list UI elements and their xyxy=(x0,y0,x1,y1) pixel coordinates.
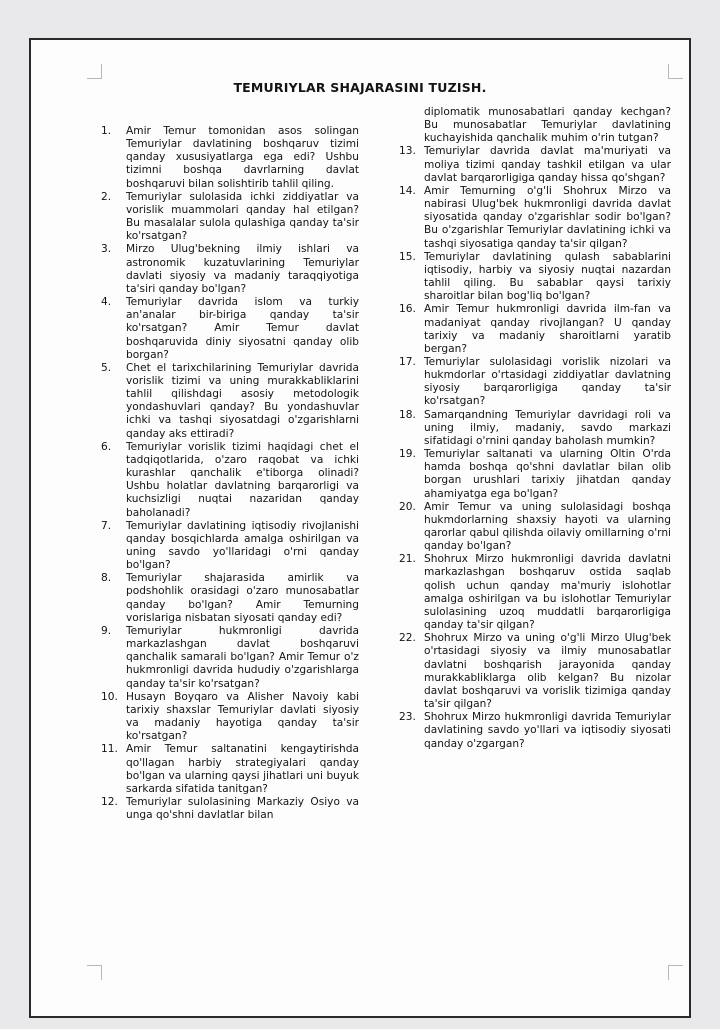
question-item xyxy=(101,520,359,573)
question-number: 20. xyxy=(399,500,416,513)
question-text: Shohrux Mirzo hukmronligi davrida davlatni markazlashgan boshqaruv ostida saqlab qolish uchun qanday ma'muriy islohotlar amalga oshirilgan va bu islohotlar Temuriylar sulolasining uzoq muddatli barqarorligiga qanday ta'sir qilgan? xyxy=(424,553,671,632)
question-number: 18. xyxy=(399,408,416,421)
question-text: Temuriylar hukmronligi davrida markazlashgan davlat boshqaruvi qanchalik samarali bo'lgan? Amir Temur o'z hukmronligi davrida hududiy o'zgarishlarga qanday ta'sir ko'rsatgan? xyxy=(126,624,359,690)
question-number: 11. xyxy=(101,743,118,756)
crop-mark-top-left xyxy=(87,64,102,79)
question-item xyxy=(101,441,359,520)
question-text: Amir Temur hukmronligi davrida ilm-fan va madaniyat qanday rivojlangan? U qanday tarixiy va madaniy sharoitlarni yaratib bergan? xyxy=(424,303,671,355)
question-text: Temuriylar sulolasida ichki ziddiyatlar va vorislik muammolari qanday hal etilgan? Bu masalalar sulola qulashiga qanday ta'sir ko'rsatgan? xyxy=(126,190,359,243)
question-number: 16. xyxy=(399,303,416,316)
question-item xyxy=(399,409,671,448)
question-item xyxy=(399,145,671,184)
question-text: Temuriylar davrida davlat ma'muriyati va moliya tizimi qanday tashkil etilgan va ular davlat barqarorligiga qanday hissa qo'shgan? xyxy=(424,145,671,184)
question-item xyxy=(101,572,359,625)
question-number: 5. xyxy=(101,361,112,374)
question-text: Temuriylar shajarasida amirlik va podshohlik orasidagi o'zaro munosabatlar qanday bo'lgan? Amir Temurning vorislariga nisbatan siyosati qanday edi? xyxy=(126,572,359,624)
question-text: Chet el tarixchilarining Temuriylar davrida vorislik tizimi va uning murakkabliklarini tahlil qilishdagi asosiy metodologik yondashuvlari qanday? Bu yondashuvlar ichki va tashqi siyosatdagi o'zgarishlarni qanday aks ettiradi? xyxy=(126,361,359,440)
question-number: 13. xyxy=(399,145,416,158)
question-number: 14. xyxy=(399,184,416,197)
question-number: 6. xyxy=(101,440,112,453)
document-page xyxy=(29,38,691,1018)
question-number: 17. xyxy=(399,355,416,368)
question-item xyxy=(399,185,671,251)
question-text: Temuriylar davrida islom va turkiy an'analar bir-biriga qanday ta'sir ko'rsatgan? Amir Temur davlat boshqaruvida diniy siyosatni qanday olib borgan? xyxy=(126,296,359,361)
question-text: Temuriylar vorislik tizimi haqidagi chet el tadqiqotlarida, o'zaro raqobat va ichki kurashlar qanchalik e'tiborga olinadi? Ushbu holatlar davlatning barqarorligi va kuchsizligi nuqtai nazaridan qanday baholanadi? xyxy=(126,440,359,519)
question-number: 7. xyxy=(101,519,112,532)
question-text: Shohrux Mirzo hukmronligi davrida Temuriylar davlatining savdo yo'llari va iqtisodiy siyosati qanday o'zgargan? xyxy=(424,711,671,750)
question-item xyxy=(101,796,359,822)
question-number: 10. xyxy=(101,690,118,703)
question-text: Husayn Boyqaro va Alisher Navoiy kabi tarixiy shaxslar Temuriylar davlati siyosiy va madaniy hayotiga qanday ta'sir ko'rsatgan? xyxy=(126,690,359,743)
question-item xyxy=(399,553,671,632)
question-text: Temuriylar davlatining qulash sabablarini iqtisodiy, harbiy va siyosiy nuqtai nazardan tahlil qiling. Bu sabablar qaysi tarixiy sharoitlar bilan bog'liq bo'lgan? xyxy=(424,250,671,303)
question-12-continuation: diplomatik munosabatlari qanday kechgan? Bu munosabatlar Temuriylar davlatining kuchayishida qanchalik muhim o'rin tutgan? xyxy=(424,106,671,145)
question-number: 9. xyxy=(101,624,112,637)
question-item xyxy=(101,296,359,362)
question-item xyxy=(399,711,671,750)
question-text: Amir Temurning o'g'li Shohrux Mirzo va nabirasi Ulug'bek hukmronligi davrida davlat siyosatida qanday o'zgarishlar sodir bo'lgan? Bu o'zgarishlar Temuriylar davlatining ichki va tashqi siyosatiga qanday ta'sir qilgan? xyxy=(424,184,671,250)
question-text: Temuriylar sulolasining Markaziy Osiyo va unga qo'shni davlatlar bilan xyxy=(126,795,359,822)
question-number: 8. xyxy=(101,572,112,585)
question-text: Shohrux Mirzo va uning o'g'li Mirzo Ulug'bek o'rtasidagi siyosiy va ilmiy munosabatlar davlatni boshqarish jarayonida qanday murakkabliklarga olib kelgan? Bu nizolar davlat boshqaruvi va vorislik tizimiga qanday ta'sir qilgan? xyxy=(424,632,671,711)
question-item xyxy=(101,191,359,244)
question-text: Mirzo Ulug'bekning ilmiy ishlari va astronomik kuzatuvlarining Temuriylar davlati siyosiy va madaniy taraqqiyotiga ta'siri qanday bo'lgan? xyxy=(126,243,359,295)
question-item xyxy=(399,448,671,501)
question-number: 23. xyxy=(399,711,416,724)
crop-mark-bottom-left xyxy=(87,965,102,980)
question-number: 21. xyxy=(399,553,416,566)
question-item xyxy=(399,356,671,409)
question-text: Temuriylar davlatining iqtisodiy rivojlanishi qanday bosqichlarda amalga oshirilgan va uning savdo yo'llaridagi o'rni qanday bo'lgan? xyxy=(126,519,359,572)
crop-mark-top-right xyxy=(668,64,683,79)
question-text: Amir Temur tomonidan asos solingan Temuriylar davlatining boshqaruv tizimi qanday xususiyatlarga ega edi? Ushbu tizimni boshqa davrlarning davlat boshqaruvi bilan solishtirib tahlil qiling. xyxy=(126,125,359,190)
question-item xyxy=(101,125,359,191)
question-text: Amir Temur va uning sulolasidagi boshqa hukmdorlarning shaxsiy hayoti va ularning qarorlar qabul qilishda oilaviy omillarning o'rni qanday bo'lgan? xyxy=(424,500,671,553)
question-number: 1. xyxy=(101,125,112,137)
question-item xyxy=(101,691,359,744)
question-item xyxy=(101,243,359,296)
question-item xyxy=(399,632,671,711)
question-number: 15. xyxy=(399,250,416,263)
crop-mark-bottom-right xyxy=(668,965,683,980)
question-number: 2. xyxy=(101,190,112,203)
question-number: 3. xyxy=(101,243,112,256)
question-item xyxy=(399,251,671,304)
question-number: 12. xyxy=(101,795,118,808)
left-column xyxy=(101,125,359,822)
question-item xyxy=(399,501,671,554)
question-text: Temuriylar sulolasidagi vorislik nizolari va hukmdorlar o'rtasidagi ziddiyatlar davlatning siyosiy barqarorligiga qanday ta'sir ko'rsatgan? xyxy=(424,355,671,408)
question-item xyxy=(101,362,359,441)
document-title: TEMURIYLAR SHAJARASINI TUZISH. xyxy=(233,80,487,95)
question-number: 22. xyxy=(399,632,416,645)
question-item xyxy=(101,625,359,691)
question-number: 19. xyxy=(399,448,416,461)
question-text: Samarqandning Temuriylar davridagi roli va uning ilmiy, madaniy, savdo markazi sifatidagi o'rnini qanday baholash mumkin? xyxy=(424,408,671,447)
question-text: Temuriylar saltanati va ularning Oltin O'rda hamda boshqa qo'shni davlatlar bilan olib borgan urushlari tarixiy jihatdan qanday ahamiyatga ega bo'lgan? xyxy=(424,448,671,500)
question-item xyxy=(399,303,671,356)
question-number: 4. xyxy=(101,296,112,309)
question-item xyxy=(101,743,359,796)
right-column xyxy=(399,106,671,751)
question-text: Amir Temur saltanatini kengaytirishda qo'llagan harbiy strategiyalari qanday bo'lgan va ularning qaysi jihatlari uni buyuk sarkarda sifatida tanitgan? xyxy=(126,743,359,795)
